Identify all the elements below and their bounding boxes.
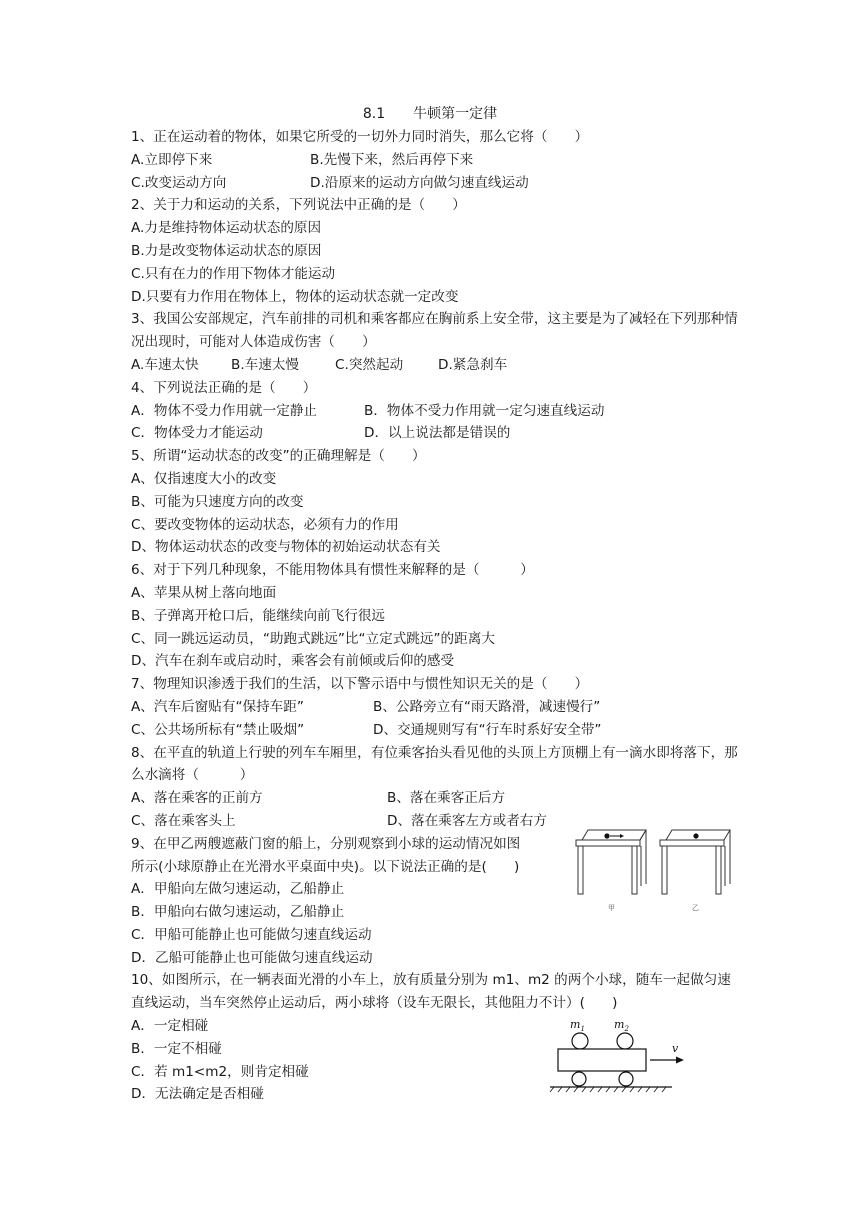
label-v: v — [672, 1042, 679, 1055]
q1-option-c: C.改变运动方向 — [131, 174, 227, 191]
q5-option-b: B、可能为只速度方向的改变 — [131, 493, 304, 510]
q4-options-row-1 — [131, 400, 741, 423]
ball-m1 — [572, 1033, 588, 1049]
q8-option-c: C、落在乘客头上 — [131, 812, 236, 829]
q6-option-c: C、同一跳远运动员，“助跑式跳远”比“立定式跳远”的距离大 — [131, 630, 495, 647]
q1-option-a: A.立即停下来 — [131, 151, 213, 168]
cart-body — [558, 1049, 646, 1071]
q7-option-c: C、公共场所标有“禁止吸烟” — [131, 721, 305, 738]
q2-option-b: B.力是改变物体运动状态的原因 — [131, 242, 322, 259]
arrowhead-left — [620, 834, 624, 838]
q1-options-row-1 — [131, 149, 741, 172]
q9-option-c: C．甲船可能静止也可能做匀速直线运动 — [131, 926, 372, 943]
ball-m2 — [617, 1033, 633, 1049]
q8-option-d: D、落在乘客左方或者右方 — [387, 812, 547, 829]
q8-stem: 8、在平直的轨道上行驶的列车车厢里，有位乘客抬头看见他的头顶上方顶棚上有一滴水即将落下，那么水滴将（ ） — [131, 744, 738, 784]
ball-left — [604, 833, 609, 838]
q7-option-a: A、汽车后窗贴有“保持车距” — [131, 698, 304, 715]
question-list — [131, 126, 741, 1106]
q4-stem: 4、下列说法正确的是（ ） — [131, 379, 317, 396]
fig-label-left: 甲 — [608, 904, 615, 912]
table-left — [576, 830, 646, 894]
q1-stem: 1、正在运动着的物体，如果它所受的一切外力同时消失，那么它将（ ） — [131, 129, 589, 145]
q9-stem-line-1: 9、在甲乙两艘遮蔽门窗的船上，分别观察到小球的运动情况如图 — [131, 835, 521, 852]
q3-option-a: A.车速太快 — [131, 356, 199, 373]
q7-option-d: D、交通规则写有“行车时系好安全带” — [373, 721, 602, 738]
q2-stem: 2、关于力和运动的关系，下列说法中正确的是（ ） — [131, 197, 466, 214]
q4-options-row-2 — [131, 422, 741, 445]
q10-cart-figure — [546, 1012, 716, 1098]
q3-option-c: C.突然起动 — [335, 356, 404, 373]
q6-option-d: D、汽车在刹车或启动时，乘客会有前倾或后仰的感受 — [131, 653, 455, 670]
q9-option-a: A．甲船向左做匀速运动，乙船静止 — [131, 881, 345, 898]
q2-option-d: D.只要有力作用在物体上，物体的运动状态就一定改变 — [131, 288, 459, 305]
q7-option-b: B、公路旁立有“雨天路滑，减速慢行” — [373, 698, 601, 715]
q3-stem: 3、我国公安部规定，汽车前排的司机和乘客都应在胸前系上安全带，这主要是为了减轻在下列那种情况出现时，可能对人体造成伤害（ ） — [131, 311, 738, 351]
q7-options-row-1 — [131, 696, 741, 719]
label-m2: $m_2$ — [614, 1018, 629, 1033]
q1-options-row-2 — [131, 172, 741, 195]
q1-option-d: D.沿原来的运动方向做匀速直线运动 — [310, 174, 529, 191]
q3-options-row — [131, 354, 741, 377]
q9-stem-line-2: 所示(小球原静止在光滑水平桌面中央)。以下说法正确的是( ) — [131, 858, 520, 875]
q2-option-a: A.力是维持物体运动状态的原因 — [131, 220, 322, 237]
q6-stem: 6、对于下列几种现象，不能用物体具有惯性来解释的是（ ） — [131, 562, 534, 579]
q7-options-row-2 — [131, 719, 741, 742]
q3-option-b: B.车速太慢 — [231, 356, 300, 373]
q5-option-c: C、要改变物体的运动状态，必须有力的作用 — [131, 516, 399, 533]
q8-option-a: A、落在乘客的正前方 — [131, 790, 263, 807]
q10-option-d: D．无法确定是否相碰 — [131, 1086, 264, 1103]
q5-stem: 5、所谓“运动状态的改变”的正确理解是（ ） — [131, 448, 426, 465]
q10-option-a: A．一定相碰 — [131, 1018, 209, 1035]
q7-stem: 7、物理知识渗透于我们的生活，以下警示语中与惯性知识无关的是（ ） — [131, 676, 589, 693]
q6-option-b: B、子弹离开枪口后，能继续向前飞行很远 — [131, 607, 386, 624]
wheel-left — [572, 1072, 586, 1086]
fig-label-right: 乙 — [692, 904, 699, 912]
wheel-right — [619, 1072, 633, 1086]
q1-option-b: B.先慢下来，然后再停下来 — [310, 151, 474, 168]
q3-option-d: D.紧急刹车 — [438, 356, 508, 373]
ball-right — [693, 833, 698, 838]
q6-option-a: A、苹果从树上落向地面 — [131, 584, 277, 601]
q4-option-b: B．物体不受力作用就一定匀速直线运动 — [364, 402, 605, 419]
label-m1: $m_1$ — [570, 1018, 585, 1033]
q5-option-a: A、仅指速度大小的改变 — [131, 470, 277, 487]
q2-option-c: C.只有在力的作用下物体才能运动 — [131, 265, 336, 282]
q9-option-d: D．乙船可能静止也可能做匀速直线运动 — [131, 949, 373, 966]
q10-option-c: C．若 m1<m2，则肯定相碰 — [131, 1063, 309, 1080]
q4-option-c: C．物体受力才能运动 — [131, 425, 263, 442]
table-right — [660, 830, 730, 894]
q9-tables-figure — [574, 826, 734, 916]
q4-option-a: A．物体不受力作用就一定静止 — [131, 402, 318, 419]
q10-stem: 10、如图所示，在一辆表面光滑的小车上，放有质量分别为 m1、m2 的两个小球，随车一起做匀速直线运动，当车突然停止运动后，两小球将（设车无限长，其他阻力不计）( ) — [131, 972, 731, 1012]
q4-option-d: D．以上说法都是错误的 — [364, 425, 511, 442]
q8-options-row-1 — [131, 787, 741, 810]
q10-option-b: B．一定不相碰 — [131, 1040, 222, 1057]
ground-hatching — [550, 1087, 666, 1092]
page-title: 8.1 牛顿第一定律 — [362, 106, 498, 122]
q5-option-d: D、物体运动状态的改变与物体的初始运动状态有关 — [131, 539, 441, 556]
q8-option-b: B、落在乘客正后方 — [387, 790, 506, 807]
velocity-arrowhead — [676, 1057, 684, 1064]
q9-option-b: B．甲船向右做匀速运动，乙船静止 — [131, 904, 345, 921]
